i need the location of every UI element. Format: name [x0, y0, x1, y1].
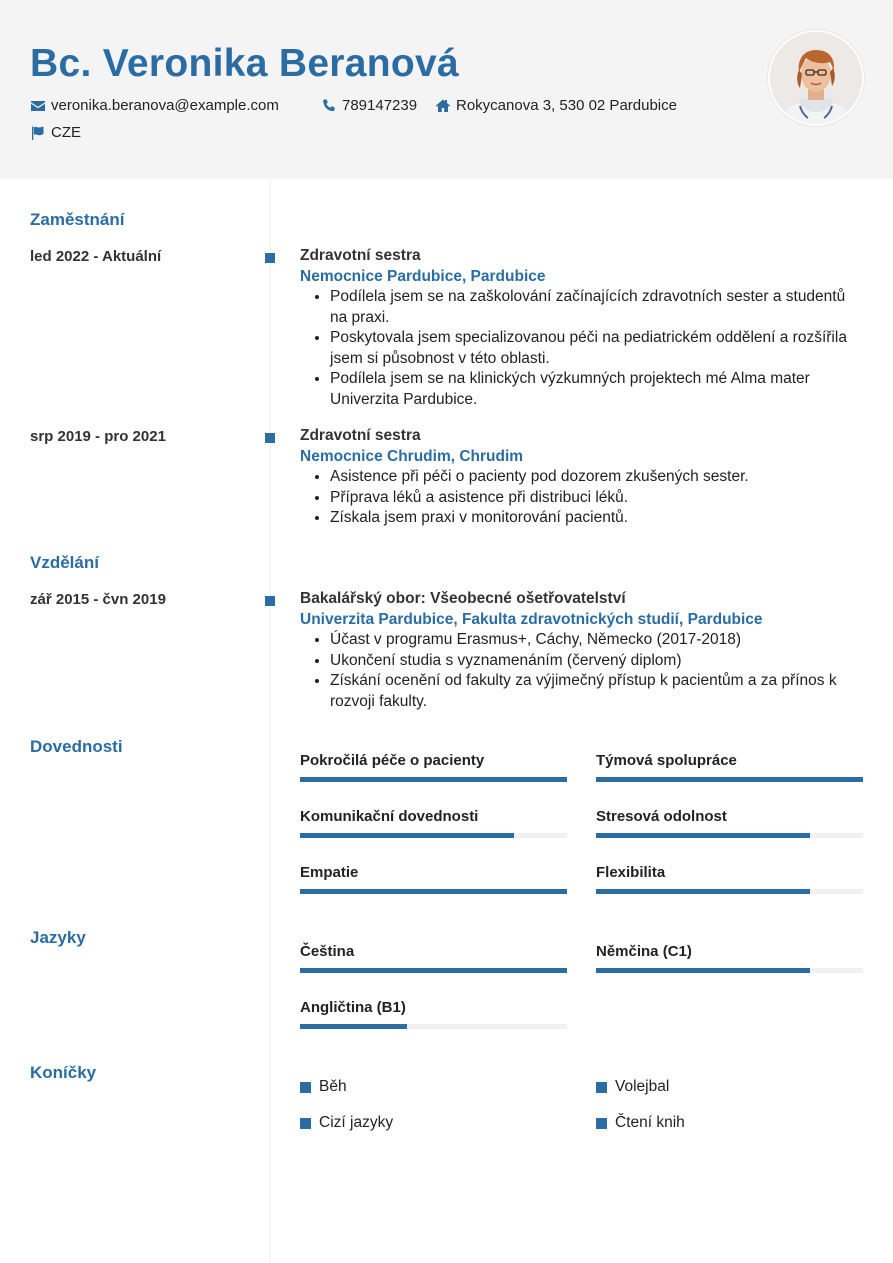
hobby-item: [300, 1114, 393, 1132]
section-title-education: Vzdělání: [30, 553, 99, 572]
timeline-marker: [265, 596, 275, 606]
list-item: • Ukončení studia s vyznamenáním (červený diplom): [330, 651, 865, 672]
hobby-label: Volejbal: [615, 1078, 670, 1095]
skill-item: [300, 864, 567, 894]
bullet-list: [300, 287, 865, 410]
phone-icon: [321, 98, 337, 114]
skill-item: [300, 752, 567, 782]
square-bullet-icon: [300, 1082, 311, 1093]
address-contact: [435, 97, 677, 114]
address-text: Rokycanova 3, 530 02 Pardubice: [456, 97, 677, 114]
skill-item: [596, 864, 863, 894]
skill-bar-fill: [300, 777, 567, 782]
skill-item: [596, 808, 863, 838]
email-text: veronika.beranova@example.com: [51, 97, 279, 114]
list-item: • Podílela jsem se na klinických výzkumných projektech mé Alma mater Univerzita Pardubice.: [330, 369, 865, 410]
envelope-icon: [30, 98, 46, 114]
square-bullet-icon: [596, 1118, 607, 1129]
language-label: Čeština: [300, 943, 355, 960]
home-icon: [435, 98, 451, 114]
employment-entry: [300, 426, 865, 529]
language-bar: [596, 968, 863, 973]
employment-date: led 2022 - Aktuální: [30, 248, 162, 265]
skill-bar-fill: [596, 889, 810, 894]
skill-label: Týmová spolupráce: [596, 752, 737, 769]
square-bullet-icon: [300, 1118, 311, 1129]
section-title-hobbies: Koníčky: [30, 1063, 97, 1082]
hobby-label: Běh: [319, 1078, 347, 1095]
square-bullet-icon: [596, 1082, 607, 1093]
list-item: • Podílela jsem se na zaškolování začínajících zdravotních sester a studentů na praxi.: [330, 287, 865, 328]
language-bar-fill: [300, 968, 567, 973]
skill-bar-fill: [300, 833, 514, 838]
skill-bar-fill: [596, 833, 810, 838]
profile-photo: [768, 30, 864, 126]
skill-label: Komunikační dovednosti: [300, 808, 479, 825]
section-title-employment: Zaměstnání: [30, 210, 125, 229]
employment-entry: [300, 246, 865, 410]
employment-date: srp 2019 - pro 2021: [30, 428, 166, 445]
skill-label: Pokročilá péče o pacienty: [300, 752, 485, 769]
timeline-marker: [265, 253, 275, 263]
flag-icon: [30, 125, 46, 141]
skill-bar: [596, 777, 863, 782]
language-label: Němčina (C1): [596, 943, 692, 960]
nationality-contact: [30, 124, 81, 141]
employer: Nemocnice Chrudim, Chrudim: [300, 447, 524, 465]
header: [0, 0, 893, 179]
email-contact: [30, 97, 279, 114]
phone-text: 789147239: [342, 97, 418, 114]
hobby-item: [596, 1078, 669, 1096]
list-item: • Získala jsem praxi v monitorování pacientů.: [330, 508, 865, 529]
job-title: Zdravotní sestra: [300, 247, 421, 264]
language-bar: [300, 968, 567, 973]
language-bar-fill: [596, 968, 810, 973]
bullet-list: [300, 630, 865, 712]
skill-bar-fill: [300, 889, 567, 894]
language-item: [300, 943, 567, 973]
list-item: • Získání ocenění od fakulty za výjimečný přístup k pacientům a za přínos k rozvoji fakulty.: [330, 671, 865, 712]
language-item: [300, 999, 567, 1029]
portrait-image: [770, 32, 862, 124]
skill-item: [300, 808, 567, 838]
job-title: Zdravotní sestra: [300, 427, 421, 444]
bullet-list: [300, 467, 865, 529]
skill-bar: [300, 889, 567, 894]
degree-title: Bakalářský obor: Všeobecné ošetřovatelství: [300, 590, 626, 607]
hobby-label: Čtení knih: [615, 1114, 685, 1131]
skill-bar: [300, 833, 567, 838]
phone-contact: [321, 97, 417, 114]
section-title-skills: Dovednosti: [30, 737, 123, 756]
list-item: • Asistence při péči o pacienty pod dozorem zkušených sester.: [330, 467, 865, 488]
candidate-name: Bc. Veronika Beranová: [30, 42, 459, 85]
language-label: Angličtina (B1): [300, 999, 406, 1016]
school: Univerzita Pardubice, Fakulta zdravotnických studií, Pardubice: [300, 610, 763, 628]
list-item: • Účast v programu Erasmus+, Cáchy, Německo (2017-2018): [330, 630, 865, 651]
education-date: zář 2015 - čvn 2019: [30, 591, 166, 608]
hobby-item: [300, 1078, 347, 1096]
list-item: • Poskytovala jsem specializovanou péči na pediatrickém oddělení a rozšířila jsem si působnost v této oblasti.: [330, 328, 865, 369]
skill-bar: [596, 889, 863, 894]
skill-bar: [300, 777, 567, 782]
skill-label: Stresová odolnost: [596, 808, 727, 825]
skill-bar-fill: [596, 777, 863, 782]
timeline-marker: [265, 433, 275, 443]
skill-label: Flexibilita: [596, 864, 666, 881]
section-title-languages: Jazyky: [30, 928, 86, 947]
language-item: [596, 943, 863, 973]
education-entry: [300, 589, 865, 712]
nationality-text: CZE: [51, 124, 81, 141]
column-divider: [270, 179, 271, 1263]
hobby-label: Cizí jazyky: [319, 1114, 394, 1131]
language-bar: [300, 1024, 567, 1029]
employer: Nemocnice Pardubice, Pardubice: [300, 267, 546, 285]
language-bar-fill: [300, 1024, 407, 1029]
hobby-item: [596, 1114, 685, 1132]
list-item: • Příprava léků a asistence při distribuci léků.: [330, 488, 865, 509]
skill-bar: [596, 833, 863, 838]
skill-label: Empatie: [300, 864, 359, 881]
skill-item: [596, 752, 863, 782]
